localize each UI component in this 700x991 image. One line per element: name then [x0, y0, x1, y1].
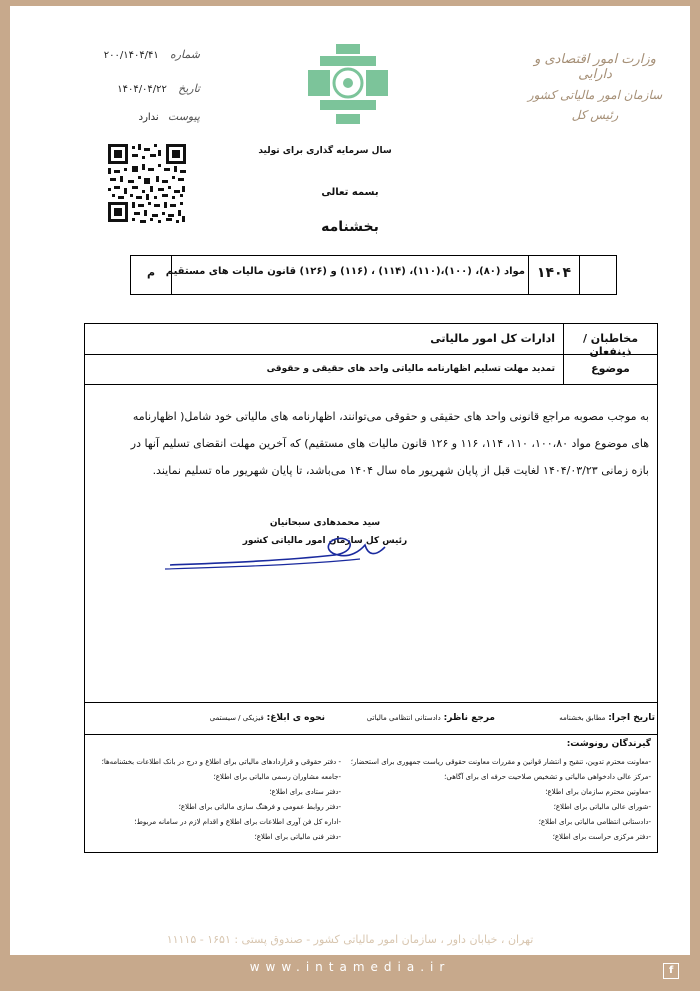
- list-item: -شورای عالی مالیاتی برای اطلاع؛: [553, 803, 651, 811]
- supervising-authority-label: مرجع ناظر:: [443, 713, 495, 723]
- letter-date: [100, 82, 200, 95]
- list-item: -مرکز عالی دادخواهی مالیاتی و تشخیص صلاحیت حرفه ای برای آگاهی؛: [444, 773, 651, 781]
- letter-number: [100, 48, 200, 61]
- ministry-line-3: رئیس کل: [571, 108, 619, 122]
- date-value: ۱۴۰۴/۰۴/۲۲: [117, 84, 167, 95]
- list-item: -دفتر مرکزی حراست برای اطلاع؛: [552, 833, 651, 841]
- body-line-1: به موجب مصوبه مراجع قانونی واحد های حقیقی و حقوقی می‌توانند، اظهارنامه های مالیاتی خود شامل( اظهارنامه: [132, 410, 649, 423]
- subject-label: موضوع: [591, 362, 630, 375]
- list-item: -دفتر فنی مالیاتی برای اطلاع؛: [254, 833, 341, 841]
- qr-code: [106, 142, 188, 224]
- letter-attachment: [100, 110, 200, 123]
- reference-table: [130, 255, 617, 295]
- recipients-label: مخاطبان / ذینفعان: [582, 332, 639, 358]
- reference-code: م: [146, 266, 156, 279]
- number-label: شماره: [169, 48, 200, 61]
- ministry-line-2: سازمان امور مالیاتی کشور: [527, 88, 663, 102]
- address-table: [84, 323, 658, 385]
- handwritten-signature: [160, 525, 390, 575]
- page-frame-right: [690, 0, 700, 991]
- list-item: -معاونت محترم تدوین، تنقیح و انتشار قوانین و مقررات معاونت حقوقی ریاست جمهوری برای استحضار؛: [350, 758, 651, 766]
- copies-left-list: [85, 755, 341, 845]
- bismillah: بسمه تعالی: [321, 187, 379, 198]
- execution-date-value: مطابق بخشنامه: [559, 714, 606, 722]
- postal-address: تهران ، خیابان داور ، سازمان امور مالیاتی کشور - صندوق پستی : ۱۶۵۱ - ۱۱۱۱۵: [166, 933, 534, 946]
- signatory-name: سید محمدهادی سبحانیان: [269, 518, 381, 528]
- supervising-authority-value: دادستانی انتظامی مالیاتی: [366, 714, 441, 722]
- body-line-2: های موضوع مواد ۱۰۰،۸۰، ۱۱۰، ۱۱۴، ۱۱۶ و ۱۲۶ قانون مالیات های مستقیم) که آخرین مهلت انقضای تسلیم آنها در: [130, 437, 649, 450]
- body-line-3: بازه زمانی ۱۴۰۴/۰۳/۲۳ لغایت قبل از پایان شهریور ماه سال ۱۴۰۴ می‌باشد، تا پایان شهریور ماه تسلیم نمایند.: [152, 464, 649, 477]
- attachment-label: پیوست: [167, 110, 200, 123]
- page-frame-left: [0, 0, 10, 991]
- list-item: -معاونین محترم سازمان برای اطلاع؛: [545, 788, 651, 796]
- body-box: [84, 385, 658, 703]
- list-item: - دفتر حقوقی و قراردادهای مالیاتی برای اطلاع و درج در بانک اطلاعات بخشنامه‌ها؛: [101, 758, 341, 766]
- tax-organization-logo: [306, 42, 390, 126]
- attachment-value: ندارد: [138, 112, 159, 123]
- list-item: -جامعه مشاوران رسمی مالیاتی برای اطلاع؛: [213, 773, 341, 781]
- page-title: بخشنامه: [321, 219, 379, 235]
- notification-method-label: نحوه ی ابلاغ:: [266, 713, 325, 723]
- list-item: -اداره کل فن آوری اطلاعات برای اطلاع و اقدام لازم در سامانه مربوط؛: [134, 818, 341, 826]
- copies-box: [84, 735, 658, 853]
- execution-date-label: تاریخ اجرا:: [608, 713, 655, 723]
- execution-row: [84, 703, 658, 735]
- copies-right-list: [350, 755, 651, 845]
- facebook-icon: f: [663, 963, 679, 979]
- website-url: www.intamedia.ir: [249, 960, 451, 974]
- year-slogan: سال سرمایه گذاری برای تولید: [258, 146, 392, 156]
- number-value: ۲۰۰/۱۴۰۴/۴۱: [103, 50, 159, 61]
- subject-value: تمدید مهلت تسلیم اظهارنامه مالیاتی واحد های حقیقی و حقوقی: [266, 364, 555, 374]
- copies-label: گیرندگان رونوشت:: [566, 739, 651, 749]
- list-item: -دفتر ستادی برای اطلاع؛: [269, 788, 341, 796]
- ministry-heading: [520, 52, 670, 122]
- notification-method: [95, 713, 325, 723]
- reference-subject: مواد (۸۰)، (۱۰۰)،(۱۱۰)، (۱۱۴) ، (۱۱۶) و (۱۲۶) قانون مالیات های مستقیم: [165, 266, 525, 277]
- list-item: -دادستانی انتظامی مالیاتی برای اطلاع؛: [538, 818, 651, 826]
- reference-year: ۱۴۰۴: [536, 265, 572, 281]
- notification-method-value: فیزیکی / سیستمی: [209, 714, 264, 722]
- ministry-line-1: وزارت امور اقتصادی و دارایی: [534, 52, 656, 82]
- page-frame-top: [0, 0, 700, 6]
- list-item: -دفتر روابط عمومی و فرهنگ سازی مالیاتی برای اطلاع؛: [178, 803, 341, 811]
- signatory-title: رئیس کل سازمان امور مالیاتی کشور: [242, 536, 408, 546]
- body-text: [95, 403, 649, 484]
- recipients-value: ادارات کل امور مالیاتی: [430, 332, 555, 345]
- date-label: تاریخ: [178, 82, 200, 95]
